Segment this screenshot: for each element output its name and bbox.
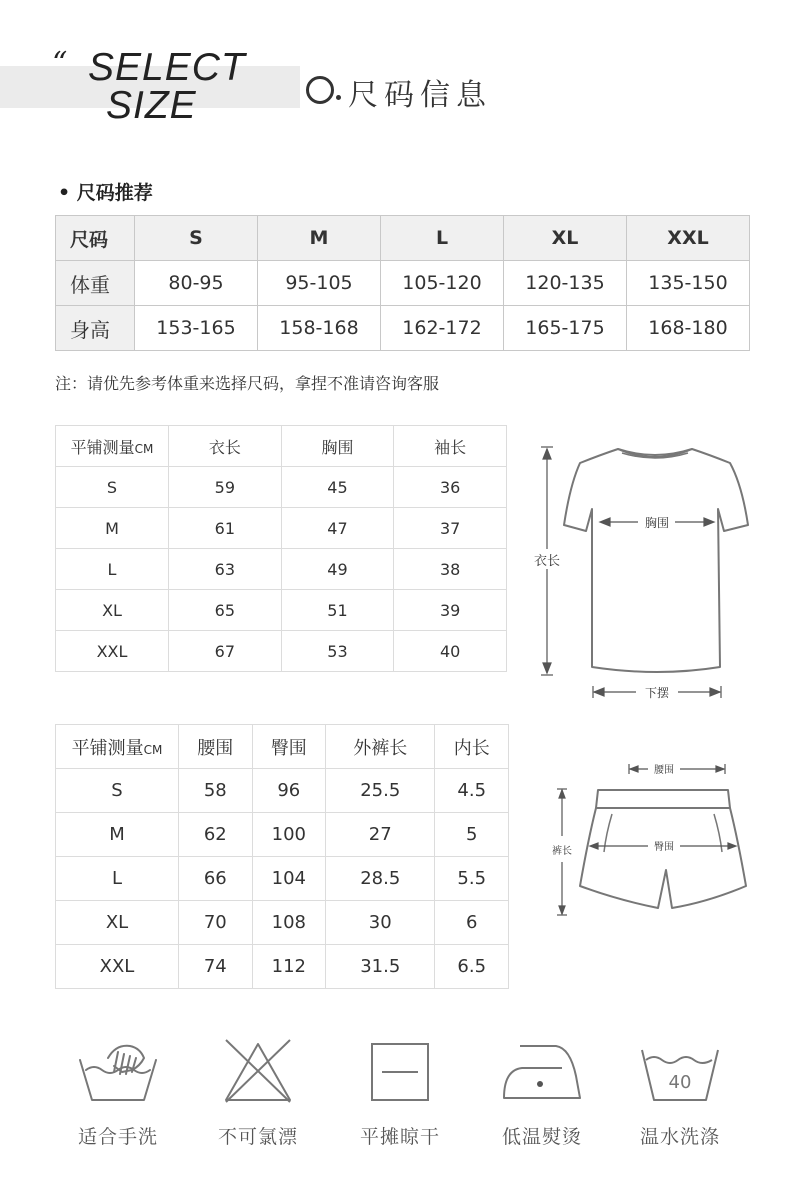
table-row xyxy=(56,945,509,989)
hip-label: 臀围 xyxy=(654,842,674,853)
table-cell: S xyxy=(135,216,258,261)
table-row xyxy=(56,261,750,306)
table-cell: 65 xyxy=(169,590,282,631)
table-cell: S xyxy=(56,769,179,813)
hem-label: 下摆 xyxy=(644,686,670,700)
table-cell: 6.5 xyxy=(435,945,509,989)
wash-temp: 40 xyxy=(668,1072,692,1093)
header-unit: CM xyxy=(143,742,163,757)
table-header-cell: 腰围 xyxy=(179,725,253,769)
table-row xyxy=(56,769,509,813)
table-row xyxy=(56,901,509,945)
top-measure-table xyxy=(55,425,507,672)
size-recommend-table xyxy=(55,215,750,351)
table-cell: 53 xyxy=(281,631,394,672)
care-label-no-bleach: 不可氯漂 xyxy=(217,1126,298,1148)
table-cell: 30 xyxy=(326,901,435,945)
shorts-length-label: 裤长 xyxy=(552,846,572,857)
shorts-measure-table xyxy=(55,724,509,989)
low-iron-icon xyxy=(500,1036,584,1106)
waist-label: 腰围 xyxy=(654,765,674,776)
table-row xyxy=(56,216,750,261)
title-circle-icon xyxy=(306,76,334,104)
table-cell: 158-168 xyxy=(258,306,381,351)
table-cell: 120-135 xyxy=(504,261,627,306)
table-cell: 39 xyxy=(394,590,507,631)
table-cell: 66 xyxy=(179,857,253,901)
table-cell: 28.5 xyxy=(326,857,435,901)
table-row xyxy=(56,508,507,549)
table-row xyxy=(56,426,507,467)
table-cell: M xyxy=(56,508,169,549)
table-cell: 36 xyxy=(394,467,507,508)
table-cell: 67 xyxy=(169,631,282,672)
tshirt-icon xyxy=(564,449,748,672)
dry-flat-icon xyxy=(368,1036,432,1106)
table-cell: 112 xyxy=(252,945,326,989)
table-cell: 47 xyxy=(281,508,394,549)
table-cell: XL xyxy=(56,901,179,945)
table-cell: 135-150 xyxy=(627,261,750,306)
table-header-cell: 袖长 xyxy=(394,426,507,467)
table-cell: 165-175 xyxy=(504,306,627,351)
table-header-cell xyxy=(56,426,169,467)
table-cell: 40 xyxy=(394,631,507,672)
table-cell: 25.5 xyxy=(326,769,435,813)
table-cell: 5.5 xyxy=(435,857,509,901)
table-cell: 96 xyxy=(252,769,326,813)
table-cell: M xyxy=(56,813,179,857)
table-cell: 59 xyxy=(169,467,282,508)
table-cell: 168-180 xyxy=(627,306,750,351)
wash-40-icon xyxy=(640,1036,720,1106)
title-dot-icon xyxy=(336,95,341,100)
table-cell: 31.5 xyxy=(326,945,435,989)
table-row xyxy=(56,725,509,769)
length-label: 衣长 xyxy=(533,554,561,569)
table-cell: 45 xyxy=(281,467,394,508)
table-cell: XXL xyxy=(56,945,179,989)
table-cell: L xyxy=(381,216,504,261)
table-cell: 80-95 xyxy=(135,261,258,306)
table-row xyxy=(56,857,509,901)
no-bleach-icon xyxy=(222,1036,294,1106)
table-cell: 70 xyxy=(179,901,253,945)
table-cell: 95-105 xyxy=(258,261,381,306)
table-header-cell: 内长 xyxy=(435,725,509,769)
table-cell: 100 xyxy=(252,813,326,857)
care-label-dry-flat: 平摊晾干 xyxy=(359,1126,440,1148)
table-cell: 38 xyxy=(394,549,507,590)
table-row xyxy=(56,467,507,508)
table-cell: XXL xyxy=(56,631,169,672)
table-cell: 37 xyxy=(394,508,507,549)
header-main: 平铺测量 xyxy=(71,737,144,759)
table-cell: 5 xyxy=(435,813,509,857)
table-header-cell: 胸围 xyxy=(281,426,394,467)
table-cell: XL xyxy=(56,590,169,631)
header-main: 平铺测量 xyxy=(70,437,135,457)
section-title-recommend: • 尺码推荐 xyxy=(58,182,153,204)
table-cell: 51 xyxy=(281,590,394,631)
care-label-warm-wash: 温水洗涤 xyxy=(639,1126,720,1148)
table-cell: 27 xyxy=(326,813,435,857)
header-unit: CM xyxy=(134,441,154,456)
table-cell: 4.5 xyxy=(435,769,509,813)
table-cell: 104 xyxy=(252,857,326,901)
table-cell: 身高 xyxy=(56,306,135,351)
table-cell: 6 xyxy=(435,901,509,945)
table-cell: S xyxy=(56,467,169,508)
table-cell: XXL xyxy=(627,216,750,261)
table-header-cell: 外裤长 xyxy=(326,725,435,769)
care-label-low-iron: 低温熨烫 xyxy=(501,1126,582,1148)
table-cell: 49 xyxy=(281,549,394,590)
table-cell: L xyxy=(56,857,179,901)
tshirt-diagram xyxy=(520,435,760,705)
table-cell: XL xyxy=(504,216,627,261)
size-note: 注：请优先参考体重来选择尺码，拿捏不准请咨询客服 xyxy=(55,374,440,393)
table-cell: 62 xyxy=(179,813,253,857)
table-cell: 63 xyxy=(169,549,282,590)
table-cell: 体重 xyxy=(56,261,135,306)
table-cell: 153-165 xyxy=(135,306,258,351)
table-cell: 58 xyxy=(179,769,253,813)
page-title: 尺码信息 xyxy=(348,78,492,113)
title-en-line2: SIZE xyxy=(106,84,197,127)
waist-arrow xyxy=(629,764,725,774)
table-row xyxy=(56,813,509,857)
table-row xyxy=(56,306,750,351)
table-row xyxy=(56,549,507,590)
table-header-cell: 臀围 xyxy=(252,725,326,769)
quote-mark: “ xyxy=(52,46,68,81)
title-en-line1: SELECT xyxy=(88,46,246,89)
hand-wash-icon xyxy=(78,1036,158,1106)
table-cell: 108 xyxy=(252,901,326,945)
chest-label: 胸围 xyxy=(644,516,670,530)
table-cell: M xyxy=(258,216,381,261)
care-label-hand-wash: 适合手洗 xyxy=(77,1126,158,1148)
table-cell: 162-172 xyxy=(381,306,504,351)
table-row xyxy=(56,631,507,672)
table-cell: 74 xyxy=(179,945,253,989)
table-header-cell xyxy=(56,725,179,769)
table-cell: L xyxy=(56,549,169,590)
table-cell: 尺码 xyxy=(56,216,135,261)
table-cell: 105-120 xyxy=(381,261,504,306)
shorts-diagram xyxy=(540,760,760,930)
table-cell: 61 xyxy=(169,508,282,549)
table-header-cell: 衣长 xyxy=(169,426,282,467)
table-row xyxy=(56,590,507,631)
